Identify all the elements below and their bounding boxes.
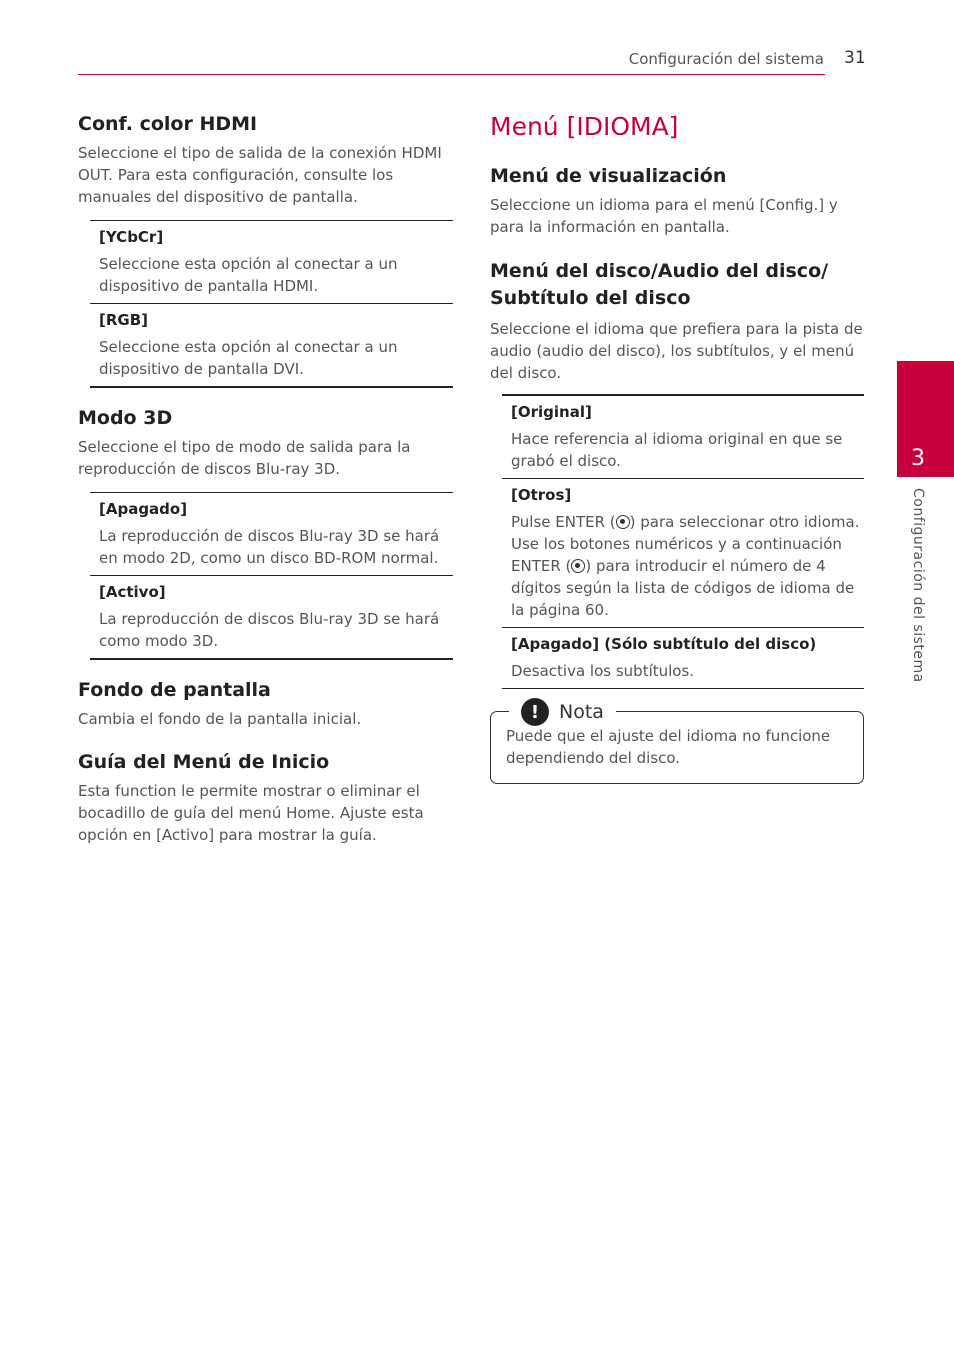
display-menu-title: Menú de visualización — [490, 165, 727, 187]
section-wallpaper — [78, 678, 453, 730]
exclamation-icon: ! — [521, 698, 549, 726]
mode3d-options-table — [90, 492, 453, 660]
chapter-tab — [897, 361, 954, 477]
note-header — [509, 698, 616, 726]
note-text: Puede que el ajuste del idioma no funcione dependiendo del disco. — [506, 727, 831, 767]
section-display-menu — [490, 164, 864, 238]
guide-body: Esta function le permite mostrar o eliminar el bocadillo de guía del menú Home. Ajuste esta opción en [Activo] para mostrar la guía. — [78, 782, 424, 844]
option-row — [502, 479, 864, 628]
wallpaper-title: Fondo de pantalla — [78, 679, 271, 701]
disc-menu-body: Seleccione el idioma que prefiera para la pista de audio (audio del disco), los subtítulos, y el menú del disco. — [490, 320, 863, 382]
option-row — [90, 576, 453, 660]
option-row — [90, 304, 453, 388]
option-label: [Apagado] — [99, 500, 188, 518]
option-label: [Apagado] (Sólo subtítulo del disco) — [511, 635, 817, 653]
mode3d-body: Seleccione el tipo de modo de salida para la reproducción de discos Blu-ray 3D. — [78, 438, 411, 478]
disc-options-table — [502, 394, 864, 689]
option-row — [502, 396, 864, 479]
option-desc: La reproducción de discos Blu-ray 3D se hará en modo 2D, como un disco BD-ROM normal. — [99, 527, 440, 567]
option-desc — [511, 511, 864, 621]
others-desc-part-1: Pulse ENTER ( — [511, 513, 616, 531]
page-number: 31 — [844, 48, 866, 68]
others-desc-part-2: ) para seleccionar otro idioma. Use los botones numéricos y a continuación ENTER ( — [511, 513, 860, 575]
guide-title: Guía del Menú de Inicio — [78, 751, 330, 773]
enter-button-icon — [571, 559, 585, 573]
hdmi-title: Conf. color HDMI — [78, 113, 258, 135]
display-menu-body: Seleccione un idioma para el menú [Config.] y para la información en pantalla. — [490, 196, 838, 236]
option-row — [90, 221, 453, 304]
note-label: Nota — [559, 701, 604, 723]
left-column — [78, 112, 453, 846]
others-desc-part-3: ) para introducir el número de 4 dígitos según la lista de códigos de idioma de la página 60. — [511, 557, 855, 619]
option-label: [YCbCr] — [99, 228, 164, 246]
option-label: [Otros] — [511, 486, 572, 504]
section-disc-menu — [490, 258, 864, 689]
option-label: [RGB] — [99, 311, 149, 329]
chapter-title-vertical: Configuración del sistema — [910, 488, 926, 683]
note-box — [490, 701, 864, 784]
option-desc: Hace referencia al idioma original en que se grabó el disco. — [511, 430, 843, 470]
hdmi-options-table — [90, 220, 453, 388]
option-desc: Desactiva los subtítulos. — [511, 662, 695, 680]
section-mode-3d — [78, 406, 453, 660]
option-desc: La reproducción de discos Blu-ray 3D se hará como modo 3D. — [99, 610, 440, 650]
chapter-number: 3 — [911, 446, 925, 471]
option-label: [Activo] — [99, 583, 166, 601]
language-menu-title: Menú [IDIOMA] — [490, 112, 679, 141]
header-rule — [78, 74, 825, 75]
section-hdmi-color — [78, 112, 453, 388]
hdmi-body: Seleccione el tipo de salida de la conexión HDMI OUT. Para esta configuración, consulte los manuales del dispositivo de pantalla. — [78, 144, 442, 206]
option-row — [502, 628, 864, 689]
right-column — [490, 112, 864, 784]
option-desc: Seleccione esta opción al conectar a un dispositivo de pantalla HDMI. — [99, 255, 398, 295]
header-section-title: Configuración del sistema — [628, 50, 824, 68]
option-label: [Original] — [511, 403, 592, 421]
option-desc: Seleccione esta opción al conectar a un dispositivo de pantalla DVI. — [99, 338, 398, 378]
enter-button-icon — [616, 515, 630, 529]
wallpaper-body: Cambia el fondo de la pantalla inicial. — [78, 710, 362, 728]
option-row — [90, 493, 453, 576]
section-home-guide — [78, 750, 453, 846]
disc-menu-title: Menú del disco/Audio del disco/ Subtítulo del disco — [490, 260, 829, 309]
mode3d-title: Modo 3D — [78, 407, 173, 429]
